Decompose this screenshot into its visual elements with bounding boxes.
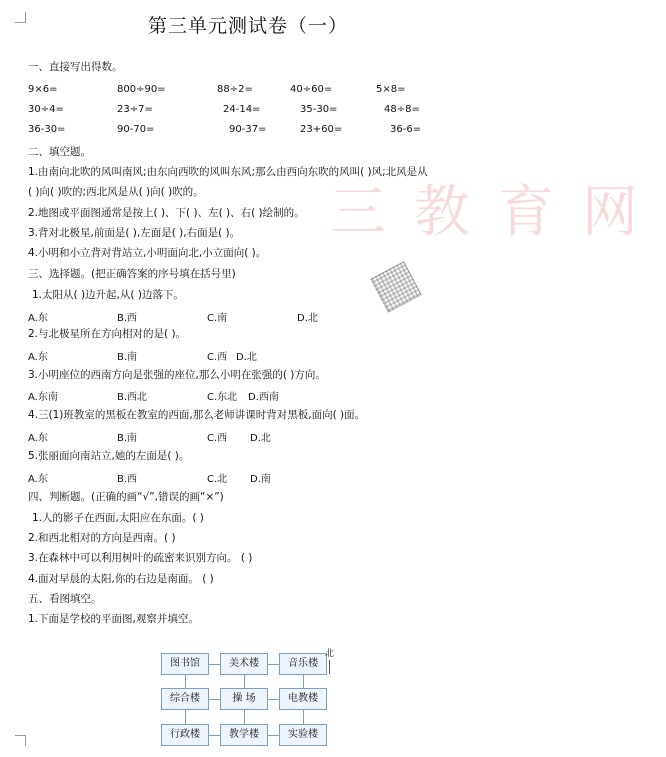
choice-option: B.西 [117,313,138,324]
arithmetic-item: 9×6= [28,84,58,95]
choice-option: D.西南 [248,392,279,403]
building-complex: 综合楼 [161,688,209,710]
building-library: 图书馆 [161,653,209,675]
north-indicator [325,646,334,674]
question-text: 1.由南向北吹的风叫南风;由东向西吹的风叫东风;那么由西向东吹的风叫( )风;北风是从 [28,166,428,178]
question-text: 2.和西北相对的方向是西南。( ) [28,532,176,544]
arithmetic-item: 35-30= [300,104,338,115]
section-heading: 三、选择题。(把正确答案的序号填在括号里) [28,268,236,280]
choice-option: A.东 [28,352,48,363]
choice-option: C.南 [207,313,228,324]
choice-option: C.东北 [207,392,238,403]
building-art: 美术楼 [220,653,268,675]
map-connector [303,675,304,688]
choice-option: A.东 [28,313,48,324]
map-connector [209,735,220,736]
building-admin: 行政楼 [161,724,209,746]
building-teaching: 教学楼 [220,724,268,746]
map-connector [185,675,186,688]
choice-option: D.北 [250,433,271,444]
question-text: ( )向( )吹的;西北风是从( )向( )吹的。 [28,186,204,198]
choice-option: D.北 [297,313,318,324]
map-connector [268,735,279,736]
arithmetic-item: 36-6= [390,124,422,135]
building-media: 电教楼 [279,688,327,710]
arithmetic-item: 23÷7= [117,104,153,115]
question-text: 2.与北极星所在方向相对的是( )。 [28,328,187,340]
map-connector [268,699,279,700]
north-label: 北 [325,649,335,659]
map-connector [209,664,220,665]
map-connector [303,710,304,724]
arithmetic-item: 30÷4= [28,104,64,115]
choice-option: B.南 [117,433,138,444]
choice-option: B.西北 [117,392,148,403]
choice-option: B.西 [117,474,138,485]
qr-code-watermark [370,261,421,312]
arithmetic-item: 48÷8= [384,104,420,115]
arithmetic-item: 40÷60= [290,84,333,95]
choice-option: D.南 [250,474,271,485]
question-text: 2.地图或平面图通常是按上( )、下( )、左( )、右( )绘制的。 [28,207,305,219]
choice-option: A.东 [28,474,48,485]
arithmetic-item: 23+60= [300,124,343,135]
watermark-text: 三教育网 [330,180,666,245]
question-text: 4.小明和小立背对背站立,小明面向北,小立面向( )。 [28,247,267,259]
section-heading: 一、直接写出得数。 [28,61,123,73]
north-arrow-icon [329,660,330,674]
arithmetic-item: 88÷2= [217,84,253,95]
arithmetic-item: 24-14= [223,104,261,115]
choice-option: A.东 [28,433,48,444]
question-text: 3.背对北极星,前面是( ),左面是( ),右面是( )。 [28,227,241,239]
page-title: 第三单元测试卷（一） [147,15,348,37]
arithmetic-item: 5×8= [376,84,406,95]
map-connector [209,699,220,700]
question-text: 3.在森林中可以利用树叶的疏密来识别方向。 ( ) [28,552,253,564]
section-heading: 五、看图填空。 [28,593,102,605]
map-connector [244,675,245,688]
arithmetic-item: 90-70= [117,124,155,135]
question-text: 5.张丽面向南站立,她的左面是( )。 [28,450,190,462]
arithmetic-item: 800÷90= [117,84,166,95]
question-text: 1.太阳从( )边升起,从( )边落下。 [32,289,184,301]
question-text: 4.三(1)班教室的黑板在教室的西面,那么老师讲课时背对黑板,面向( )面。 [28,409,366,421]
building-lab: 实验楼 [279,724,327,746]
choice-option: C.北 [207,474,228,485]
building-music: 音乐楼 [279,653,327,675]
playground: 操 场 [220,688,268,710]
arithmetic-item: 90-37= [229,124,267,135]
page-corner-mark [15,735,26,746]
choice-option: C.西 [207,352,228,363]
choice-option: A.东南 [28,392,58,403]
question-text: 4.面对早晨的太阳,你的右边是南面。 ( ) [28,573,214,585]
arithmetic-item: 36-30= [28,124,66,135]
question-text: 3.小明座位的西南方向是张强的座位,那么小明在张强的( )方向。 [28,369,326,381]
question-text: 1.人的影子在西面,太阳应在东面。( ) [32,512,204,524]
choice-option: C.西 [207,433,228,444]
section-heading: 四、判断题。(正确的画“√”,错误的画“×”) [28,491,224,503]
question-text: 1.下面是学校的平面图,观察并填空。 [28,613,199,625]
map-connector [268,664,279,665]
map-connector [185,710,186,724]
choice-option: D.北 [236,352,257,363]
section-heading: 二、填空题。 [28,146,91,158]
map-connector [244,710,245,724]
choice-option: B.南 [117,352,138,363]
